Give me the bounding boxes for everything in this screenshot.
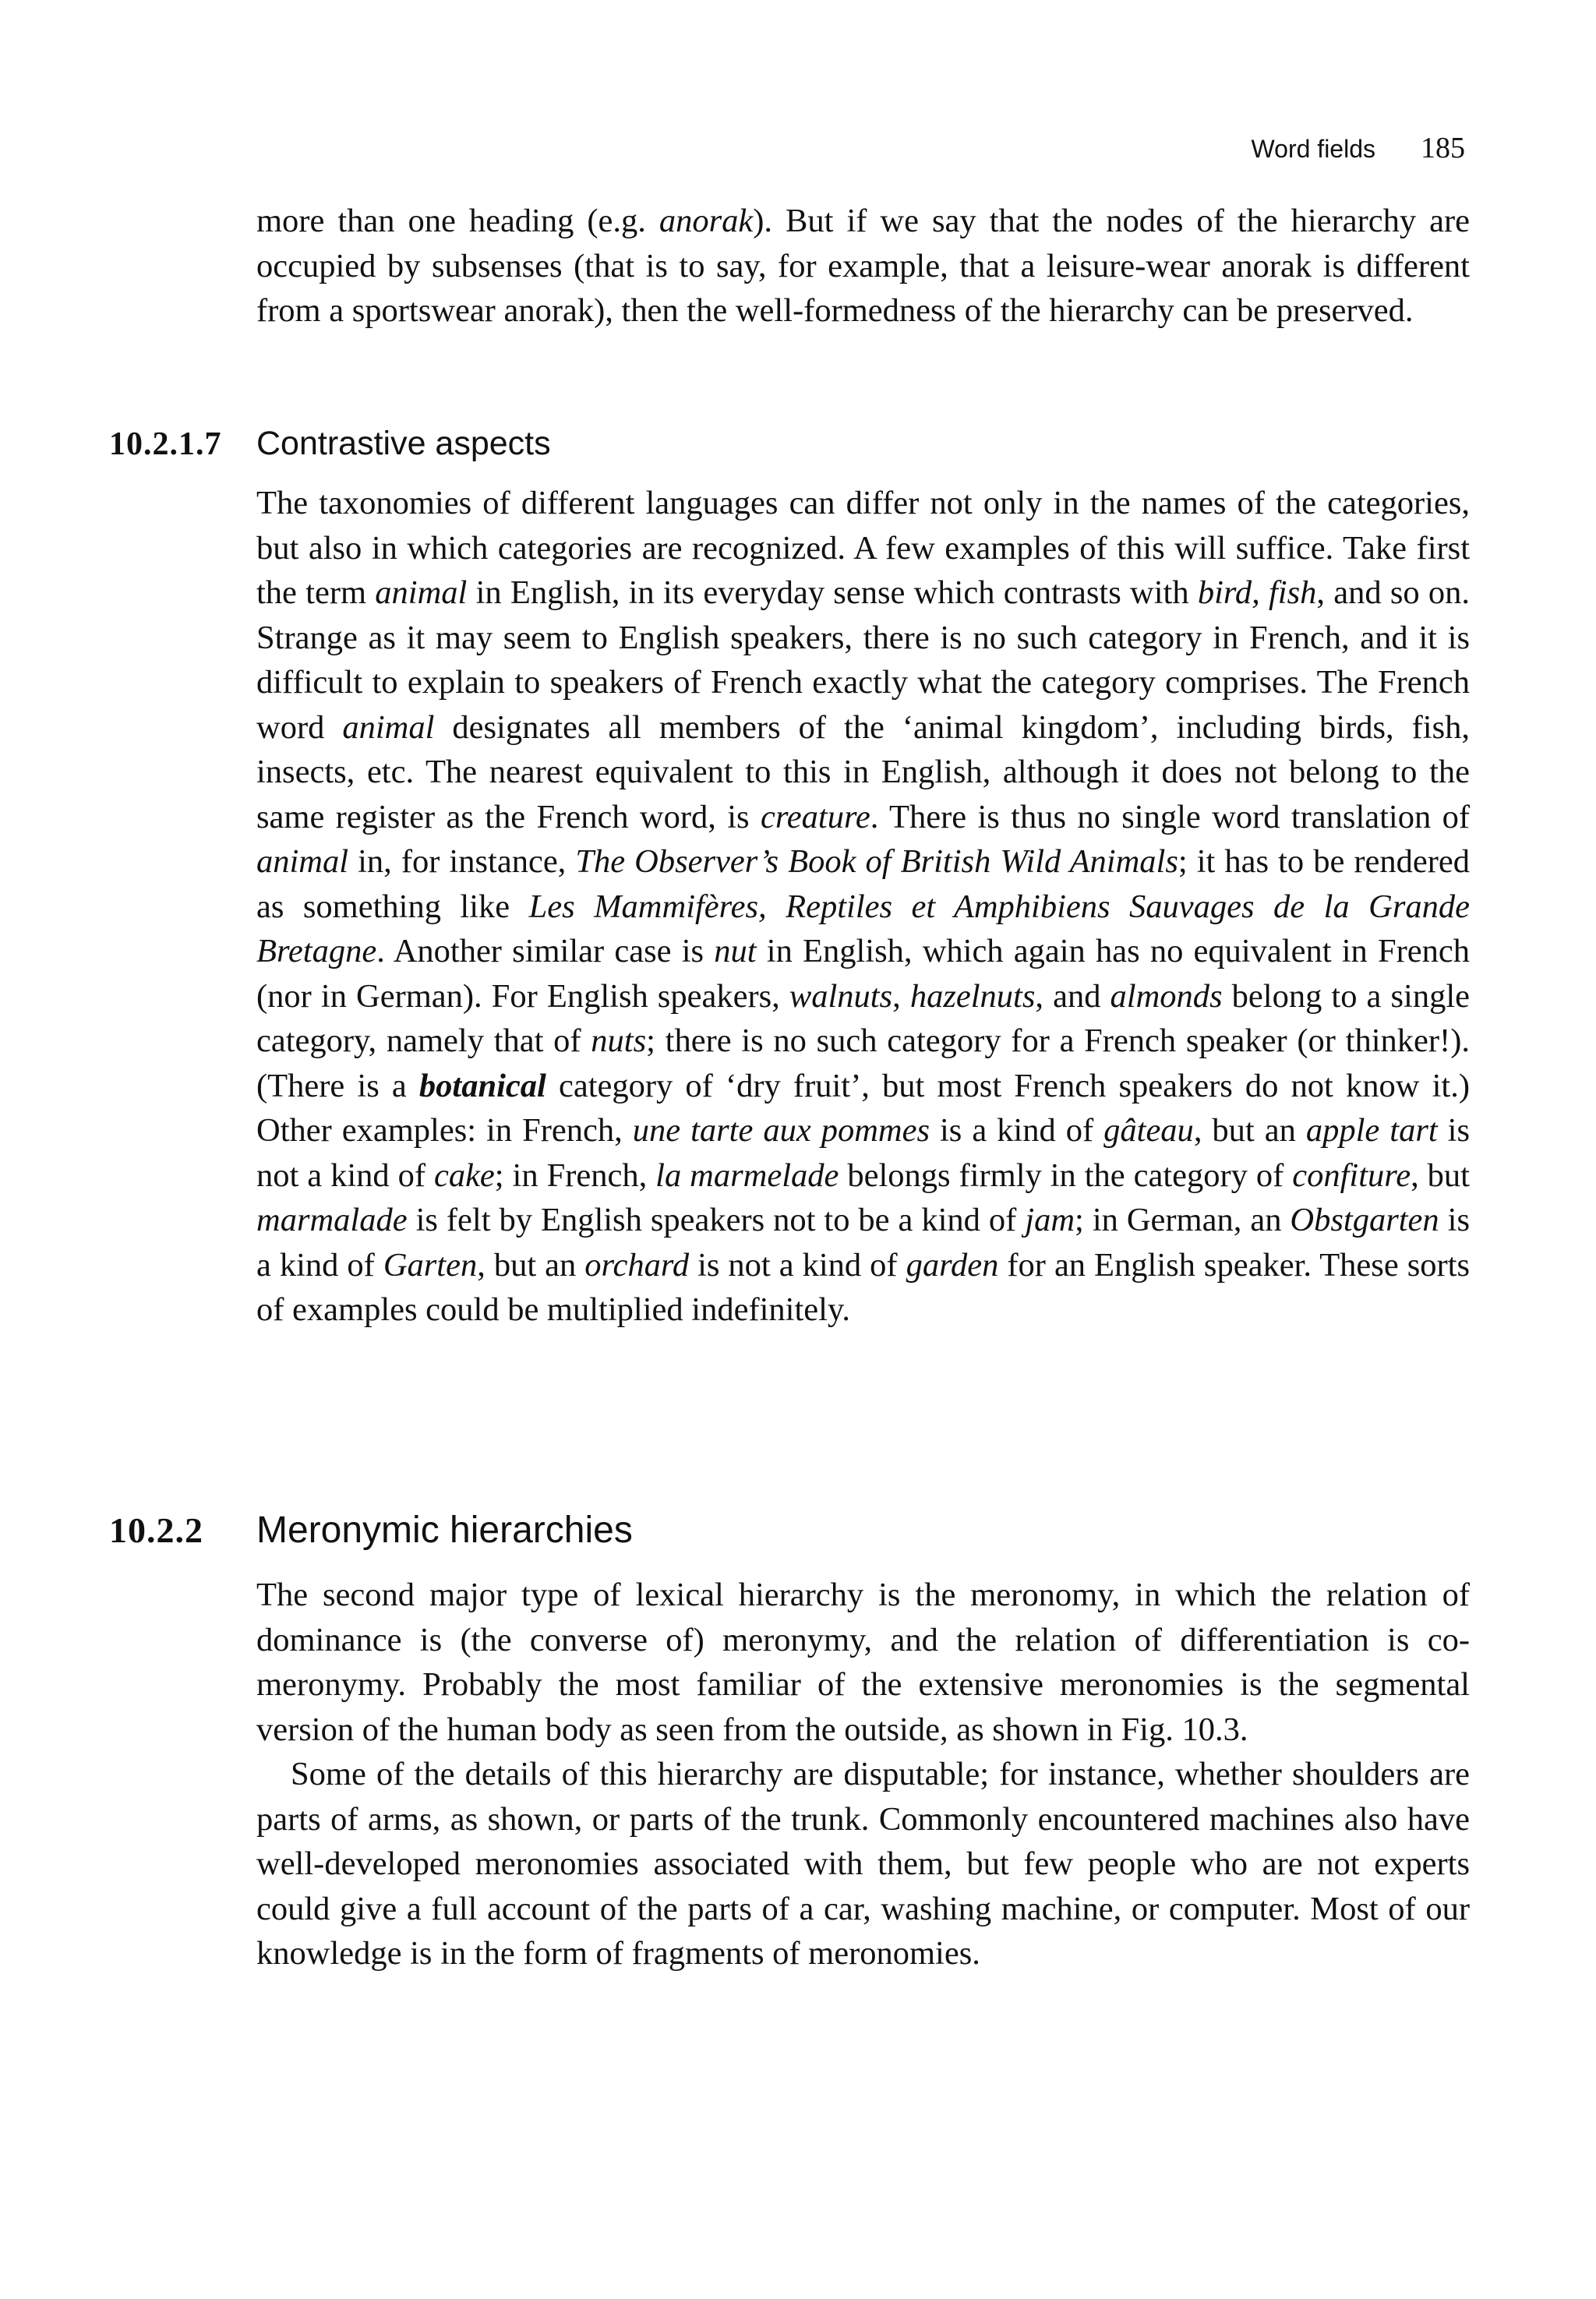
section-heading-meronymic [109,1509,633,1552]
emphasis-span: walnuts [789,977,893,1015]
text-run: belongs firmly in the category of [839,1157,1293,1194]
emphasis-span: Obstgarten [1290,1202,1439,1238]
text-run: Some of the details of this hierarchy are disputable; for instance, whether shoulders are parts of arms, as shown, or parts of the trunk. Commonly encountered machines also have well-developed meronomies associated with them, but few people who are not experts could give a full account of the parts of a car, washing machine, or computer. Most of our knowledge is in the form of fragments of meronomies. [256,1756,1470,1972]
emphasis-span: anorak [659,203,754,239]
emphasis-span: Garten [383,1246,478,1284]
text-run: , but an [477,1246,585,1284]
emphasis-span: animal [375,574,468,611]
paragraph-meronymy-block [256,1573,1470,1976]
emphasis-span: marmalade [256,1202,408,1238]
text-run: is not a kind of [689,1246,906,1284]
emphasis-span: garden [906,1246,999,1284]
emphasis-span: apple tart [1305,1112,1438,1149]
text-run: , but an [1193,1112,1306,1149]
text-run: , and [1035,977,1110,1015]
text-run: in English, which again has no equivalent in French (nor in German). For English speakers, [256,933,1470,1015]
emphasis-span: nut [714,933,757,969]
section-title: Meronymic hierarchies [256,1510,633,1551]
section-number: 10.2.2 [109,1510,203,1550]
paragraph-contrastive-block [256,481,1470,1333]
text-run: in, for instance, [348,843,576,880]
text-run: is a kind of [930,1112,1104,1149]
section-title: Contrastive aspects [256,425,551,462]
section-heading-contrastive [109,425,551,463]
section-number: 10.2.1.7 [109,426,222,462]
paragraph-meronymy-2 [256,1752,1470,1976]
text-run: for an English speaker. These sorts of examples could be multiplied indefinitely. [256,1246,1470,1328]
text-run: ; it has to be rendered as something like [256,843,1471,925]
paragraph-intro-block [256,199,1470,334]
text-run: is felt by English speakers not to be a kind of [407,1202,1026,1238]
paragraph-intro [256,199,1470,334]
text-run: is not a kind of [256,1112,1471,1194]
text-run: ). But if we say that the nodes of the hierarchy are occupied by subsenses (that is to say, for example, that a leisure-wear anorak is different from a sportswear anorak), then the well-formedness of the hierarchy can be preserved. [256,203,1470,329]
emphasis-span: jam [1025,1202,1075,1238]
running-head [1252,131,1465,165]
text-run: . There is thus no single word translation of [870,798,1471,835]
paragraph-contrastive [256,481,1470,1333]
emphasis-span: The Observer’s Book of British Wild Animals [575,843,1178,880]
emphasis-span: gâteau [1103,1112,1194,1149]
text-run: ; in French, [494,1157,656,1194]
emphasis-span: almonds [1110,977,1223,1015]
emphasis-span: botanical [418,1067,546,1104]
page-number: 185 [1421,132,1465,164]
emphasis-span: nuts [591,1022,647,1059]
text-run: , and so on. Strange as it may seem to English speakers, there is no such category in French, and it is difficult to explain to speakers of French exactly what the category comprises. The French word [256,574,1470,746]
emphasis-span: bird, fish [1197,574,1317,611]
paragraph-meronymy-1 [256,1573,1470,1752]
text-run: . Another similar case is [376,933,715,969]
emphasis-span: creature [760,798,870,835]
emphasis-span: animal [342,708,435,746]
emphasis-span: cake [433,1157,495,1194]
text-run: in English, in its everyday sense which contrasts with [467,574,1198,611]
text-run: , but [1411,1157,1470,1194]
emphasis-span: animal [256,843,349,880]
text-run: more than one heading (e.g. [256,203,659,239]
text-run: The taxonomies of different languages can differ not only in the names of the categories, but also in which categories are recognized. A few examples of this will suffice. Take first the term [256,485,1470,611]
text-run: category of ‘dry fruit’, but most French speakers do not know it.) Other examples: in French, [256,1067,1470,1149]
text-run: is a kind of [256,1202,1470,1284]
emphasis-span: la marmelade [655,1157,839,1194]
text-run: designates all members of the ‘animal kingdom’, including birds, fish, insects, etc. The nearest equivalent to this in English, although it does not belong to the same register as the French word, is [256,708,1470,835]
running-head-section: Word fields [1251,135,1375,163]
emphasis-span: une tarte aux pommes [632,1112,930,1149]
text-run: belong to a single category, namely that of [256,977,1470,1059]
emphasis-span: orchard [584,1246,690,1284]
emphasis-span: hazelnuts [909,977,1036,1015]
emphasis-span: Les Mammifères, Reptiles et Amphibiens Sauvages de la Grande Bretagne [256,888,1470,969]
text-run: , [892,977,910,1015]
emphasis-span: confiture [1292,1157,1411,1194]
text-run: ; there is no such category for a French speaker (or thinker!). (There is a [256,1022,1470,1104]
text-run: ; in German, an [1075,1202,1291,1238]
text-run: The second major type of lexical hierarchy is the meronomy, in which the relation of dominance is (the converse of) meronymy, and the relation of differentiation is co-meronymy. Probably the most familiar of the extensive meronomies is the segmental version of the human body as seen from the outside, as shown in Fig. 10.3. [256,1577,1470,1748]
